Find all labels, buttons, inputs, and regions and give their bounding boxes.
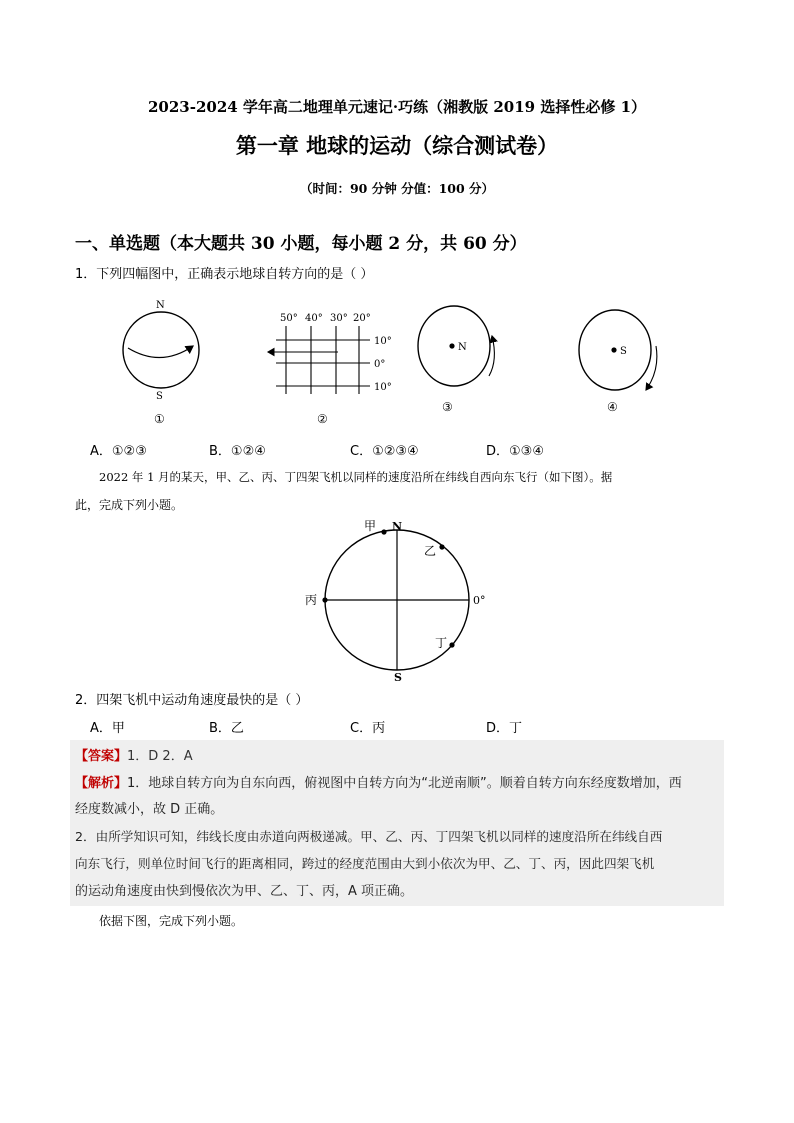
figure-4: [579, 310, 657, 414]
series-title: 2023-2024 学年高二地理单元速记·巧练（湘教版 2019 选择性必修 1）: [147, 98, 647, 116]
label-yi: 乙: [424, 544, 437, 558]
exam-info: （时间：90 分钟 分值：100 分）: [299, 181, 495, 196]
fig2-top-tick-4: 20°: [353, 313, 371, 324]
section-heading: 一、单选题（本大题共 30 小题，每小题 2 分，共 60 分）: [75, 234, 527, 254]
fig2-top-tick-1: 50°: [280, 313, 298, 324]
fig2-right-tick-1: 10°: [374, 336, 392, 347]
plane-yi-dot: [439, 544, 444, 549]
analysis-1a-text: 1．地球自转方向为自东向西，俯视图中自转方向为“北逆南顺”。顺着自转方向东经度数增加，西: [127, 776, 682, 791]
fig2-right-tick-2: 0°: [374, 359, 386, 370]
q2-option-c[interactable]: C．丙: [350, 721, 386, 736]
analysis-line-2b: 向东飞行，则单位时间飞行的距离相同，跨过的经度范围由大到小依次为甲、乙、丁、丙，因此四架飞机: [75, 856, 655, 871]
answer-line: [75, 745, 193, 764]
fig2-label: ②: [317, 412, 328, 426]
q1-option-d[interactable]: D．①③④: [486, 444, 544, 459]
q1-option-a[interactable]: A．①②③: [90, 444, 147, 459]
plane-jia-dot: [381, 529, 386, 534]
q2-option-d[interactable]: D．丁: [486, 721, 523, 736]
pole-dot: [449, 343, 454, 348]
fig4-pole: S: [620, 346, 627, 357]
analysis-line-2a: 2．由所学知识可知，纬线长度由赤道向两极递减。甲、乙、丙、丁四架飞机以同样的速度沿所在纬线自西: [75, 829, 663, 844]
fig3-pole: N: [458, 342, 467, 353]
fig1-north: N: [156, 300, 165, 311]
analysis-line-2c: 的运动角速度由快到慢依次为甲、乙、丁、丙，A 项正确。: [75, 884, 414, 899]
fig1-label: ①: [154, 412, 165, 426]
fig2-top-tick-2: 40°: [305, 313, 323, 324]
planes-figure: [300, 515, 500, 685]
answer-text: 1．D 2．A: [127, 749, 193, 764]
plane-ding-dot: [449, 642, 454, 647]
analysis-line-1b: 经度数减小，故 D 正确。: [75, 802, 224, 817]
label-north: N: [392, 520, 403, 533]
fig1-south: S: [156, 391, 163, 402]
label-bing: 丙: [305, 593, 318, 607]
analysis-tag: 【解析】: [75, 776, 128, 791]
q1-option-c[interactable]: C．①②③④: [350, 444, 419, 459]
pole-dot: [611, 347, 616, 352]
rotation-arrow-icon: [128, 346, 193, 358]
plane-bing-dot: [322, 597, 327, 602]
answer-tag: 【答案】: [75, 749, 128, 764]
q1-option-b[interactable]: B．①②④: [209, 444, 266, 459]
fig4-label: ④: [607, 400, 618, 414]
label-ding: 丁: [435, 636, 448, 650]
passage-line-1: 2022 年 1 月的某天，甲、乙、丙、丁四架飞机以同样的速度沿所在纬线自西向东飞行（如下图）。据: [99, 470, 613, 484]
passage-line-2: 此，完成下列小题。: [75, 498, 184, 512]
analysis-line-1a: [75, 772, 682, 791]
question-1-stem: 1．下列四幅图中，正确表示地球自转方向的是（ ）: [75, 267, 374, 282]
q2-option-a[interactable]: A．甲: [90, 721, 125, 736]
fig2-right-tick-3: 10°: [374, 382, 392, 393]
figure-1: [123, 300, 199, 426]
chapter-title: 第一章 地球的运动（综合测试卷）: [235, 133, 559, 158]
figure-3: [418, 306, 494, 414]
next-passage: 依据下图，完成下列小题。: [99, 914, 244, 928]
label-jia: 甲: [364, 519, 377, 533]
label-south: S: [394, 671, 402, 684]
figure-2: [268, 313, 392, 426]
question-2-stem: 2．四架飞机中运动角速度最快的是（ ）: [75, 693, 309, 708]
q1-figures: [80, 290, 700, 430]
q2-option-b[interactable]: B．乙: [209, 721, 244, 736]
label-zero: 0°: [473, 594, 486, 607]
fig2-top-tick-3: 30°: [330, 313, 348, 324]
fig3-label: ③: [442, 400, 453, 414]
